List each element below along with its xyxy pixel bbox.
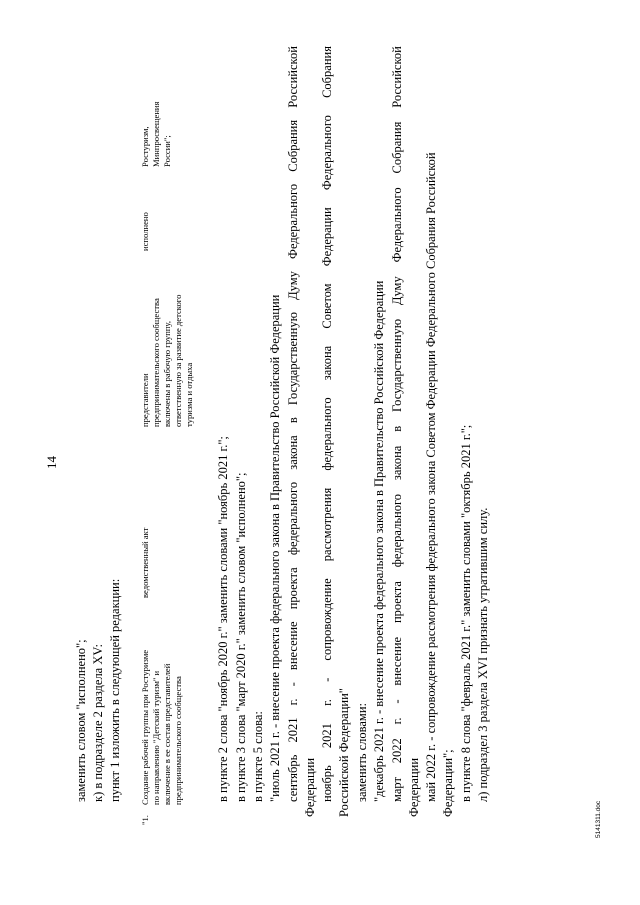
word: рассмотрения bbox=[320, 487, 334, 562]
cell-line: включение в ее состав представителей bbox=[162, 663, 172, 805]
cell-line: включены в рабочую группу, bbox=[162, 320, 172, 427]
table-cell-deadline: исполнено bbox=[140, 212, 150, 251]
page-number: 14 bbox=[44, 456, 59, 469]
word: ноябрь bbox=[320, 765, 334, 802]
word: Федерального bbox=[286, 183, 300, 259]
word: 2021 bbox=[286, 717, 300, 743]
cell-line: туризма и отдыха bbox=[184, 362, 194, 427]
word: - bbox=[320, 677, 334, 682]
text-line: л) подраздел 3 раздела XVI признать утратившим силу. bbox=[476, 507, 490, 802]
word: сопровождение bbox=[320, 578, 334, 661]
text-line: пункт 1 изложить в следующей редакции: bbox=[108, 578, 122, 802]
row-number: "1. bbox=[140, 815, 150, 825]
word: Собрания bbox=[320, 46, 334, 98]
text-line: Федерации bbox=[407, 757, 421, 817]
word: Собрания bbox=[390, 121, 404, 174]
word: Думу bbox=[286, 271, 300, 300]
word: 2021 bbox=[320, 723, 334, 749]
word: Российской bbox=[286, 46, 300, 108]
word: проекта bbox=[286, 567, 300, 610]
word: Российской bbox=[390, 46, 404, 108]
word: - bbox=[390, 699, 404, 704]
text-line: Российской Федерации" bbox=[337, 688, 351, 817]
text-line: заменить словом "исполнено"; bbox=[74, 639, 88, 802]
word: Федерального bbox=[390, 187, 404, 263]
word: внесение bbox=[390, 636, 404, 686]
word: проекта bbox=[390, 581, 404, 624]
table-cell-document-type: ведомственный акт bbox=[140, 527, 150, 598]
word: г. bbox=[390, 717, 404, 725]
justified-line-l11 bbox=[390, 46, 405, 802]
word: сентябрь bbox=[286, 754, 300, 802]
word: внесение bbox=[286, 621, 300, 671]
cell-line: ответственную за развитие детского bbox=[173, 294, 183, 427]
text-line: Федерации"; bbox=[441, 749, 455, 817]
justified-line-l5 bbox=[286, 46, 301, 802]
cell-line: Создание рабочей группы при Ростуризме bbox=[140, 649, 150, 805]
word: Государственную bbox=[286, 312, 300, 406]
word: Государственную bbox=[390, 318, 404, 412]
cell-line: Ростуризм, bbox=[140, 126, 150, 167]
word: Думу bbox=[390, 276, 404, 306]
word: федерального bbox=[390, 493, 404, 568]
text-line: Федерации bbox=[303, 757, 317, 817]
text-line: май 2022 г. - сопровождение рассмотрения федерального закона Советом Федерации Федерального Собрания Российской bbox=[424, 152, 438, 802]
cell-line: Минпросвещения bbox=[151, 101, 161, 167]
word: в bbox=[286, 417, 300, 424]
cell-line: России"; bbox=[162, 135, 172, 167]
word: в bbox=[390, 425, 404, 432]
word: федерального bbox=[286, 481, 300, 556]
word: закона bbox=[320, 345, 334, 381]
word: г. bbox=[286, 698, 300, 706]
word: Федерации bbox=[320, 207, 334, 267]
cell-line: по направлению "Детский туризм" и bbox=[151, 670, 161, 805]
text-line: "июль 2021 г. - внесение проекта федерального закона в Правительство Российской Федерации bbox=[268, 294, 282, 802]
cell-line: представители bbox=[140, 373, 150, 427]
text-line: в пункте 8 слова "февраль 2021 г." заменить словами "октябрь 2021 г."; bbox=[459, 424, 473, 802]
word: Федерального bbox=[320, 115, 334, 191]
cell-line: предпринимательского сообщества bbox=[151, 298, 161, 427]
word: г. bbox=[320, 699, 334, 706]
word: Советом bbox=[320, 283, 334, 329]
word: - bbox=[286, 682, 300, 687]
file-footer: 5141311.doc bbox=[595, 800, 602, 838]
text-line: заменить словами: bbox=[355, 702, 369, 802]
word: закона bbox=[390, 445, 404, 481]
cell-line: предпринимательского сообщества bbox=[173, 676, 183, 805]
word: федерального bbox=[320, 397, 334, 471]
word: март bbox=[390, 777, 404, 802]
text-line: "декабрь 2021 г. - внесение проекта федерального закона в Правительство Российской Федерации bbox=[372, 280, 386, 802]
text-line: к) в подразделе 2 раздела XV: bbox=[91, 644, 105, 802]
word: Собрания bbox=[286, 119, 300, 172]
word: закона bbox=[286, 435, 300, 470]
text-line: в пункте 5 слова: bbox=[251, 711, 265, 802]
justified-line-l7 bbox=[320, 46, 335, 802]
text-line: в пункте 2 слова "ноябрь 2020 г." заменить словами "ноябрь 2021 г."; bbox=[216, 436, 230, 802]
word: 2022 bbox=[390, 738, 404, 764]
text-line: в пункте 3 слова "март 2020 г." заменить словом "исполнено"; bbox=[234, 472, 248, 802]
